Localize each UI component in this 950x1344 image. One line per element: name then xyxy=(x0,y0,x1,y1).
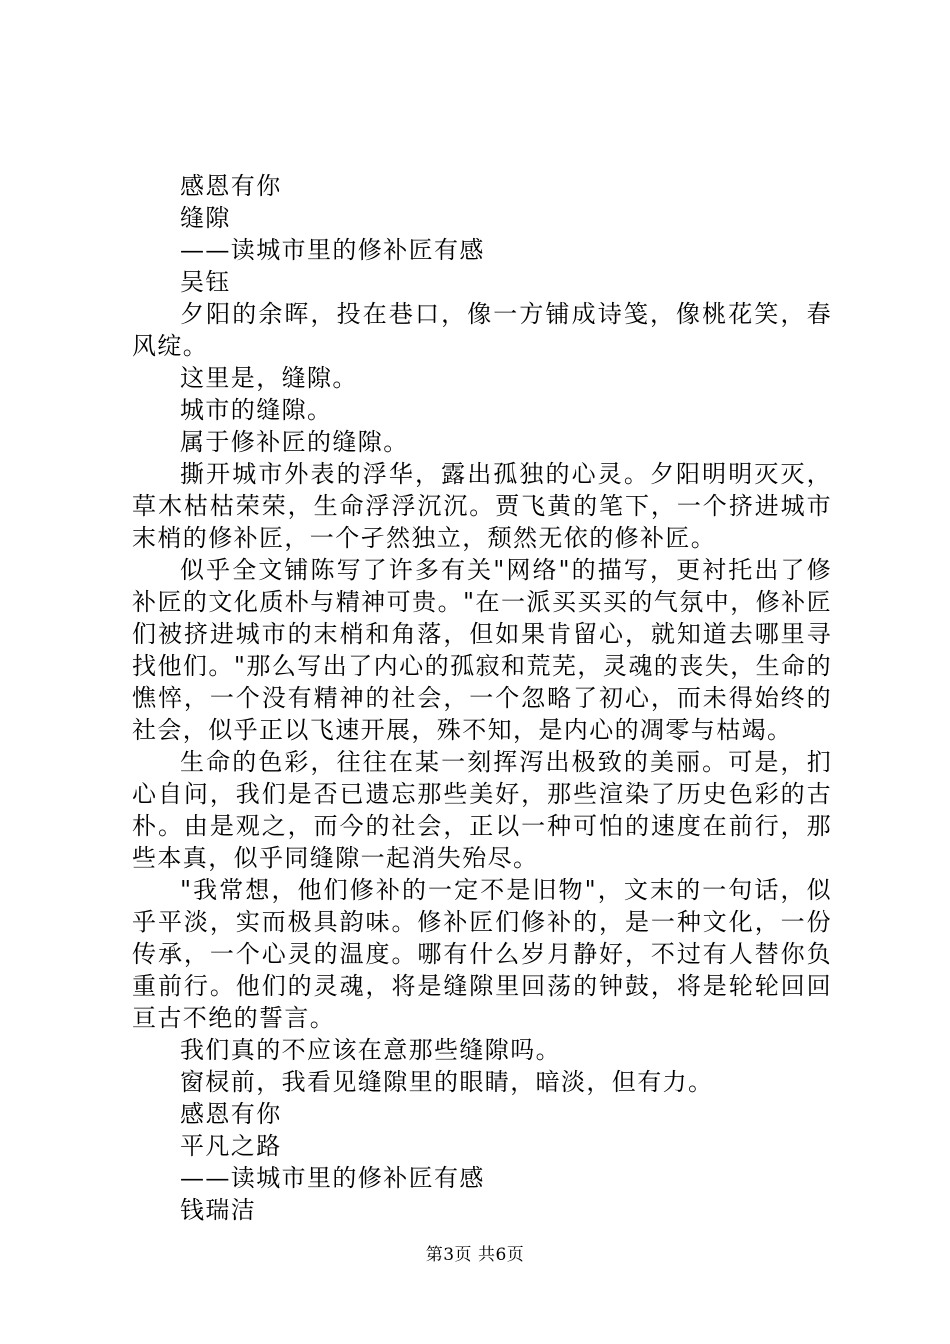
section-title-1: 感恩有你 xyxy=(180,172,282,200)
section-title-2: 感恩有你 xyxy=(180,1100,282,1128)
author-name-2: 钱瑞洁 xyxy=(180,1196,257,1224)
paragraph: 窗棂前，我看见缝隙里的眼睛，暗淡，但有力。 xyxy=(180,1068,714,1096)
paragraph: 撕开城市外表的浮华，露出孤独的心灵。夕阳明明灭灭，草木枯枯荣荣，生命浮浮沉沉。贾飞黄的笔下，一个挤进城市末梢的修补匠，一个孑然独立，颓然无依的修补匠。 xyxy=(132,460,832,552)
paragraph: 城市的缝隙。 xyxy=(180,396,333,424)
document-body xyxy=(132,170,832,1226)
paragraph: "我常想，他们修补的一定不是旧物"，文末的一句话，似乎平淡，实而极具韵味。修补匠们修补的，是一种文化，一份传承，一个心灵的温度。哪有什么岁月静好，不过有人替你负重前行。他们的灵魂，将是缝隙里回荡的钟鼓，将是轮轮回回亘古不绝的誓言。 xyxy=(132,876,832,1032)
paragraph: 生命的色彩，往往在某一刻挥泻出极致的美丽。可是，扪心自问，我们是否已遗忘那些美好，那些渲染了历史色彩的古朴。由是观之，而今的社会，正以一种可怕的速度在前行，那些本真，似乎同缝隙一起消失殆尽。 xyxy=(132,748,832,872)
page-footer: 第3页 共6页 xyxy=(425,1245,525,1265)
paragraph: 这里是，缝隙。 xyxy=(180,364,358,392)
paragraph: 属于修补匠的缝隙。 xyxy=(180,428,409,456)
author-name-1: 吴钰 xyxy=(180,268,231,296)
essay-subtitle-2: ——读城市里的修补匠有感 xyxy=(180,1164,485,1192)
paragraph: 夕阳的余晖，投在巷口，像一方铺成诗笺，像桃花笑，春风绽。 xyxy=(132,300,832,360)
essay-subtitle-1: ——读城市里的修补匠有感 xyxy=(180,236,485,264)
essay-title-2: 平凡之路 xyxy=(180,1132,282,1160)
paragraph: 似乎全文铺陈写了许多有关"网络"的描写，更衬托出了修补匠的文化质朴与精神可贵。"在一派买买买的气氛中，修补匠们被挤进城市的末梢和角落，但如果肯留心，就知道去哪里寻找他们。"那么写出了内心的孤寂和荒芜，灵魂的丧失，生命的憔悴，一个没有精神的社会，一个忽略了初心，而未得始终的社会，似乎正以飞速开展，殊不知，是内心的凋零与枯竭。 xyxy=(132,556,832,744)
paragraph: 我们真的不应该在意那些缝隙吗。 xyxy=(180,1036,561,1064)
essay-title-1: 缝隙 xyxy=(180,204,231,232)
